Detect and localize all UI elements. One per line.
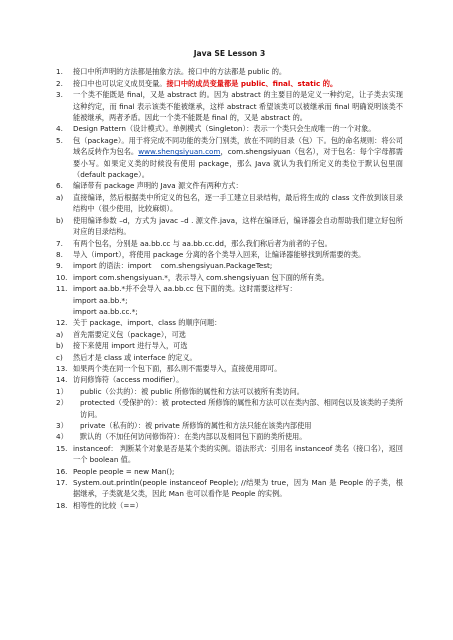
list-item [56,238,403,249]
item-text: 一个类不能既是 final，又是 abstract 的。因为 abstract 的主要目的是定义一种约定，让子类去实现这种约定，而 final 表示该类不能被继承，这样 abstract 希望该类可以被继承而 final 明确说明该类不能被继承，两者矛盾。因此一个类不能既是 final 的，又是 abstract 的。 [73,90,403,123]
code-line: import aa.bb.cc.*; [73,306,138,316]
item-text: 默认的（不加任何访问修饰符）：在类内部以及相同包下面的类所使用。 [80,432,307,442]
list-item [56,374,403,385]
item-text-plain: ，com.shengsiyuan（包名），对于包名：每个字母都需要小写。如果定义类的时候没有使用 package，那么 Java 就认为我们所定义的类位于默认包里面（default package）。 [73,147,403,180]
item-number: 4. [56,124,63,134]
item-number: 14. [56,375,68,385]
item-text: 接口中所声明的方法都是抽象方法。接口中的方法都是 public 的。 [73,67,287,77]
item-number: c) [56,352,63,362]
item-number: 15. [56,443,68,453]
highlighted-text: 接口中的成员变量都是 public、final、static 的。 [166,78,338,88]
code-line: import aa.bb.*; [73,295,128,305]
list-item [56,477,403,500]
item-text-plain: import aa.bb.*并不会导入 aa.bb.cc 包下面的类。这时需要这样写： [73,284,297,294]
item-text-plain: 包（package）。用于将完成不同功能的类分门别类，放在不同的目录（包）下。包的命名规则：将公司域名反转作为包名。 [73,135,403,157]
item-text: 如果两个类在同一个包下面，那么则不需要导入，直接使用即可。 [73,363,282,373]
item-text: 相等性的比较（==） [73,500,143,510]
item-number: 12. [56,318,68,328]
list-item [56,466,403,477]
item-text: People people = new Man(); [73,466,175,476]
item-number: b) [56,215,64,225]
item-text: 然后才是 class 或 interface 的定义。 [73,352,197,362]
item-number: 7. [56,238,63,248]
item-text [73,283,403,317]
item-number: 3. [56,90,63,100]
list-item [56,317,403,328]
item-text [73,135,403,181]
list-item [56,431,403,442]
item-text [73,78,403,89]
item-number: 1） [56,386,68,396]
item-number: 8. [56,249,63,259]
list-item [56,272,403,283]
list-item [56,123,403,134]
list-item [56,386,403,397]
item-number: 6. [56,181,63,191]
list-item [56,397,403,420]
list-item [56,260,403,271]
item-text: 直接编译，然后根据类中所定义的包名，逐一手工建立目录结构，最后将生成的 class 文件放到该目录结构中（很少使用，比较麻烦）。 [73,192,403,214]
list-item [56,363,403,374]
list-item [56,215,403,238]
item-number: 10. [56,272,68,282]
list-item [56,180,403,191]
list-item [56,249,403,260]
item-text: private（私有的）：被 private 所修饰的属性和方法只能在该类内部使用 [80,421,312,430]
item-number: a) [56,329,64,339]
item-number: 16. [56,466,68,476]
item-number: 2. [56,78,63,88]
list-item [56,89,403,123]
list-item [56,420,403,431]
list-item [56,135,403,181]
item-text: 访问修饰符（access modifier）。 [73,375,184,385]
list-item [56,500,403,511]
item-text: 使用编译参数 –d，方式为 javac –d . 源文件.java，这样在编译后，编译器会自动帮助我们建立好包所对应的目录结构。 [73,215,403,237]
item-number: 1. [56,67,63,77]
item-text: 接下来使用 import 进行导入，可选 [73,341,188,351]
item-number: 18. [56,500,68,510]
item-number: 2） [56,398,68,408]
item-number: 13. [56,363,68,373]
item-number: a) [56,192,64,202]
item-text: 有两个包名，分别是 aa.bb.cc 与 aa.bb.cc.dd，那么我们称后者为前者的子包。 [73,238,332,248]
item-number: 9. [56,261,63,271]
item-text: instanceof： 判断某个对象是否是某个类的实例。语法形式：引用名 instanceof 类名（接口名），返回一个 boolean 值。 [73,443,403,465]
item-number: 4） [56,432,68,442]
list-item [56,352,403,363]
list-item [56,443,403,466]
list-item [56,329,403,340]
item-number: 5. [56,135,63,145]
website-link[interactable]: www.shengsiyuan.com [138,147,221,157]
item-number: 17. [56,478,68,488]
item-text: 关于 package、import、class 的顺序问题： [73,318,222,328]
item-text: public（公共的）：被 public 所修饰的属性和方法可以被所有类访问。 [80,386,304,396]
item-text: Design Pattern（设计模式）。单例模式（Singleton）：表示一个类只会生成唯一的一个对象。 [73,124,376,134]
item-text: import 的语法：import com.shengsiyuan.PackageTest; [73,261,273,271]
item-number: 3） [56,421,68,430]
item-text-plain: 接口中也可以定义成员变量。 [73,78,167,88]
item-number: b) [56,341,64,351]
list-item [56,283,403,317]
item-text: 首先需要定义包（package），可选 [73,329,186,339]
list-item [56,192,403,215]
item-text: import com.shengsiyuan.*，表示导入 com.shengsiyuan 包下面的所有类。 [73,272,329,282]
item-text: protected（受保护的）：被 protected 所修饰的属性和方法可以在类内部、相同包以及该类的子类所访问。 [80,398,403,419]
item-number: 11. [56,284,68,294]
list-item [56,78,403,89]
list-item [56,66,403,77]
item-text: System.out.println(people instanceof People); //结果为 true，因为 Man 是 People 的子类，根据继承，子类就是父类，因此 Man 也可以看作是 People 的实例。 [73,478,403,499]
item-text: 导入（import），将使用 package 分离的各个类导入回来，让编译器能够找到所需要的类。 [73,249,366,259]
document-title: Java SE Lesson 3 [193,49,266,58]
item-text: 编译带有 package 声明的 Java 源文件有两种方式： [73,181,243,191]
list-item [56,340,403,351]
